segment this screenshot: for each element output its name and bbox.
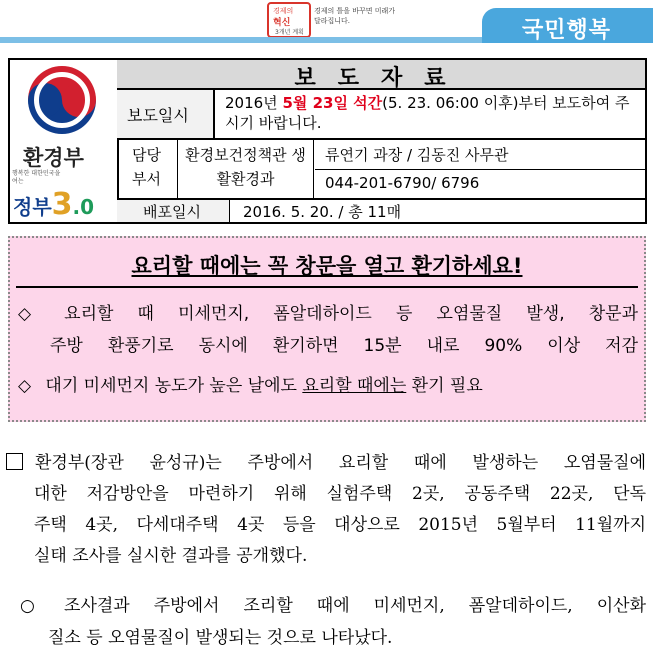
distribution-row	[117, 200, 645, 222]
release-value	[225, 93, 640, 133]
gov-version-major: 3	[51, 187, 73, 222]
distribution-label: 배포일시	[143, 203, 201, 221]
para1-line2: 대한 저감방안을 마련하기 위해 실험주택 2곳, 공동주택 22곳, 단독	[34, 484, 646, 504]
release-value-pre: 2016년	[225, 94, 283, 112]
document-title: 보도자료	[294, 66, 468, 91]
release-row	[117, 90, 645, 140]
distribution-label-cell	[117, 200, 230, 222]
ministry-logo-cell	[10, 60, 119, 222]
gov-version-minor: .0	[72, 195, 95, 219]
summary-divider	[16, 286, 638, 288]
innovation-logo-mark	[267, 2, 311, 38]
department-name: 환경보건정책관 생활환경과	[178, 140, 314, 198]
diamond-bullet-icon: ◇	[18, 304, 32, 324]
banner-tab-label: 국민행복	[522, 18, 612, 43]
innovation-logo	[267, 0, 397, 40]
para1-line3: 주택 4곳, 다세대주택 4곳 등을 대상으로 2015년 5월부터 11월까지	[34, 515, 646, 535]
banner-slogan: 경제의 틀을 바꾸면 미래가 달라집니다.	[314, 7, 396, 25]
body-paragraph-1	[6, 448, 646, 572]
gov-tagline: 행복한 대한민국을 여는	[12, 170, 61, 185]
contact-person-cell	[315, 140, 645, 170]
contact-label: 담당 부서	[132, 146, 161, 188]
release-date-highlight: 5월 23일 석간	[282, 94, 383, 112]
bullet1-line1: 요리할 때 미세먼지, 폼알데하이드 등 오염물질 발생, 창문과	[64, 304, 639, 324]
bullet2-post: 환기 필요	[406, 376, 483, 396]
gov-name: 정부	[13, 195, 52, 219]
para2-line1: 조사결과 주방에서 조리할 때에 미세먼지, 폼알데하이드, 이산화	[64, 596, 646, 616]
logo-main-text: 혁신	[273, 18, 291, 28]
headline	[10, 250, 644, 280]
bullet2-pre: 대기 미세먼지 농도가 높은 날에도	[45, 376, 303, 396]
release-value-post: (5. 23. 06:00 이후)부터 보도하여 주시기 바랍니다.	[225, 94, 630, 132]
headline-text: 요리할 때에는 꼭 창문을 열고 환기하세요!	[131, 254, 523, 278]
contact-row	[117, 140, 645, 200]
diamond-bullet-icon: ◇	[18, 376, 32, 396]
contact-phone: 044-201-6790/ 6796	[325, 174, 480, 192]
para2-line2: 질소 등 오염물질이 발생되는 것으로 나타났다.	[48, 628, 393, 648]
gov30-logo	[13, 187, 94, 222]
release-label-cell	[117, 90, 215, 138]
distribution-value: 2016. 5. 20. / 총 11매	[243, 203, 402, 221]
para1-line4: 실태 조사를 실시한 결과를 공개했다.	[34, 546, 308, 566]
release-label: 보도일시	[127, 106, 189, 125]
summary-bullet-2	[18, 370, 638, 402]
logo-top-text: 경제의	[273, 7, 294, 15]
body-paragraph-2	[20, 590, 646, 654]
summary-box	[8, 236, 646, 422]
square-bullet-icon	[6, 453, 23, 470]
circle-bullet-icon: ○	[20, 596, 35, 616]
contact-person: 류연기 과장 / 김동진 사무관	[325, 146, 509, 164]
taegeuk-emblem-icon	[28, 66, 96, 134]
contact-label-cell	[117, 140, 178, 198]
summary-bullet-1	[18, 298, 638, 362]
press-release-header	[8, 58, 647, 224]
logo-sub-text: 3개년 계획	[275, 29, 304, 36]
contact-phone-cell	[315, 169, 645, 198]
para1-line1: 환경부(장관 윤성규)는 주방에서 요리할 때에 발생하는 오염물질에	[35, 453, 646, 473]
bullet2-underlined: 요리할 때에는	[302, 376, 407, 396]
title-row	[117, 60, 645, 90]
ministry-name: 환경부	[23, 146, 84, 170]
bullet1-line2: 주방 환풍기로 동시에 환기하면 15분 내로 90% 이상 저감	[50, 336, 638, 356]
banner-tab	[482, 8, 653, 43]
